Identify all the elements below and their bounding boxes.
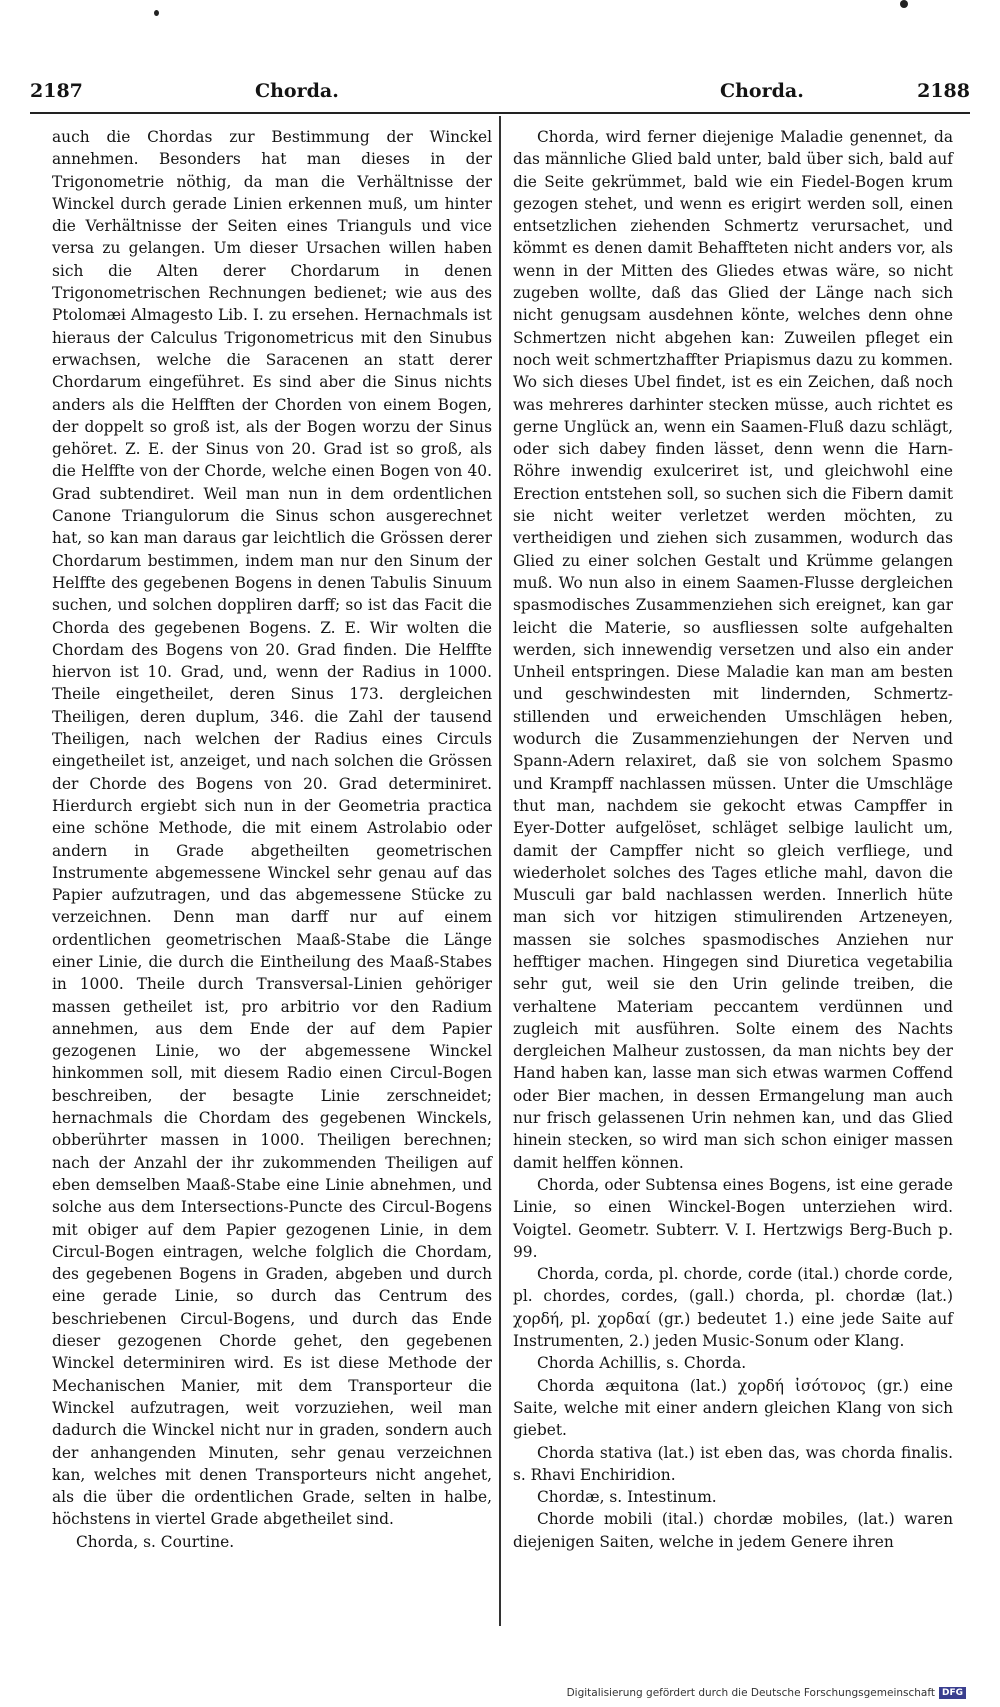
column-divider [499, 116, 501, 1626]
paragraph: Chorda, wird ferner diejenige Maladie genennet, da das männliche Glied bald unter, bald über sich, bald auf die Seite gekrümmet, bald wie ein Fiedel-Bogen krum gezogen stehet, und wenn es erigirt werden soll, einen entsetzlichen ziehenden Schmertz verursachet, und kömmt es denen damit Behaffteten nicht anders vor, als wenn in der Mitten des Gliedes etwas wäre, so nicht zugeben wollte, daß das Glied der Länge nach sich nicht genugsam ausdehnen könte, welches denn ohne Schmertzen nicht abgehen kan: Zuweilen pfleget ein noch weit schmertzhaffter Priapismus dazu zu kommen. Wo sich dieses Ubel findet, ist es ein Zeichen, daß noch was mehreres darhinter stecken müsse, auch richtet es gerne Unglück an, wenn ein Saamen-Fluß dazu schlägt, oder sich dabey finden lässet, denn wenn die Harn-Röhre inwendig exulceriret ist, und gleichwohl eine Erection entstehen soll, so suchen sich die Fibern damit sie nicht weiter verletzet werden möchten, zu vertheidigen und ziehen sich zusammen, wodurch das Glied zu einer solchen Gestalt und Krümme gelangen muß. Wo nun also in einem Saamen-Flusse dergleichen spasmodisches Zusammenziehen sich ereignet, kan gar leicht die Materie, so ausfliessen solte aufgehalten werden, sich innewendig versetzen und also ein ander Unheil entspringen. Diese Maladie kan man am besten und geschwindesten mit lindernden, Schmertz-stillenden und erweichenden Umschlägen heben, wodurch die Zusammenziehungen der Nerven und Spann-Adern relaxiret, daß sie von solchem Spasmo und Krampff nachlassen müssen. Unter die Umschläge thut man, nachdem sie gekocht etwas Campffer in Eyer-Dotter aufgelöset, schläget selbige laulicht um, damit der Campffer nicht so gleich verfliege, und wiederholet solches des Tages etliche mahl, davon die Musculi gar bald nachlassen werden. Innerlich hüte man sich vor hitzigen stimulirenden Artzeneyen, massen sie solches spasmodisches Anziehen nur hefftiger machen. Hingegen sind Diuretica vegetabilia sehr gut, weil sie den Urin gelinde treiben, die verhaltene Materiam peccantem verdünnen und zugleich mit ausführen. Solte einem des Nachts dergleichen Malheur zustossen, da man nichts bey der Hand haben kan, lasse man sich etwas warmen Coffend oder Bier machen, in dessen Ermangelung man auch nur frisch gelassenen Urin nehmen kan, und das Glied hinein stecken, so wird man sich schon einiger massen damit helffen können. [513, 128, 953, 1172]
digitization-footer [567, 1687, 966, 1699]
left-column [52, 126, 492, 1553]
page-header [30, 80, 970, 112]
paragraph: Chorde mobili (ital.) chordæ mobiles, (lat.) waren diejenigen Saiten, welche in jedem Genere ihren [513, 1510, 953, 1551]
header-rule [30, 112, 970, 114]
right-column [513, 126, 953, 1553]
footer-text: Digitalisierung gefördert durch die Deutsche Forschungsgemeinschaft [566, 1687, 935, 1699]
ink-speck [154, 10, 159, 16]
paragraph: Chorda æquitona (lat.) χορδή ἰσότονος (gr.) eine Saite, welche mit einer andern gleichen Klang von sich giebet. [513, 1376, 953, 1440]
running-title-left: Chorda. [255, 80, 339, 102]
dfg-logo-icon: DFG [939, 1687, 966, 1699]
page-number-left: 2187 [30, 80, 83, 102]
ink-speck [900, 0, 908, 8]
paragraph: Chorda stativa (lat.) ist eben das, was chorda finalis. s. Rhavi Enchiridion. [513, 1443, 953, 1484]
paragraph: Chordæ, s. Intestinum. [537, 1488, 717, 1507]
paragraph: auch die Chordas zur Bestimmung der Winckel annehmen. Besonders hat man dieses in der Trigonometrie nöthig, da man die Verhältnisse der Winckel durch gerade Linien erkennen muß, um hinter die Verhältnisse der Seiten eines Trianguls und vice versa zu gelangen. Um dieser Ursachen willen haben sich die Alten derer Chordarum in denen Trigonometrischen Rechnungen bedienet; wie aus des Ptolomæi Almagesto Lib. I. zu ersehen. Hernachmals ist hieraus der Calculus Trigonometricus mit den Sinubus erwachsen, welche die Saracenen an statt derer Chordarum eingeführet. Es sind aber die Sinus nichts anders als die Helfften der Chorden von einem Bogen, der doppelt so groß ist, als der Bogen worzu der Sinus gehöret. Z. E. der Sinus von 20. Grad ist so groß, als die Helffte von der Chorde, welche einen Bogen von 40. Grad subtendiret. Weil man nun in dem ordentlichen Canone Triangulorum die Sinus schon ausgerechnet hat, so kan man daraus gar leichtlich die Grössen derer Chordarum bestimmen, indem man nur den Sinum der Helffte des gegebenen Bogens in denen Tabulis Sinuum suchen, und solchen doppliren darff; so ist das Facit die Chorda des gegebenen Bogens. Z. E. Wir wolten die Chordam des Bogens von 20. Grad finden. Die Helffte hiervon ist 10. Grad, und, wenn der Radius in 1000. Theile eingetheilet, deren Sinus 173. dergleichen Theiligen, deren duplum, 346. die Zahl der tausend Theiligen, nach welchen der Radius eines Circuls eingetheilet ist, anzeiget, und nach solchen die Grössen der Chorde des Bogens von 20. Grad determiniret. Hierdurch ergiebt sich nun in der Geometria practica eine schöne Methode, die mit einem Astrolabio oder andern in Grade abgetheilten geometrischen Instrumente abgemessene Winckel sehr genau auf das Papier aufzutragen, und das abgemessene Stücke zu verzeichnen. Denn man darff nur auf einem ordentlichen geometrischen Maaß-Stabe die Länge einer Linie, die durch die Eintheilung des Maaß-Stabes in 1000. Theile durch Transversal-Linien gehöriger massen getheilet ist, pro arbitrio vor den Radium annehmen, aus dem Ende der auf dem Papier gezogenen Linie, wo der abgemessene Winckel hinkommen soll, mit diesem Radio einen Circul-Bogen beschreiben, der besagte Linie zerschneidet; hernachmals die Chordam des gegebenen Winckels, obberührter massen in 1000. Theiligen berechnen; nach der Anzahl der ihr zukommenden Theiligen auf eben demselben Maaß-Stabe eine Linie abnehmen, und solche aus dem Intersections-Puncte des Circul-Bogens mit obiger auf dem Papier gezogenen Linie, in dem Circul-Bogen eintragen, welche folglich die Chordam, des gegebenen Bogens in Graden, abgeben und durch eine gerade Linie, so durch das Centrum des beschriebenen Circul-Bogens, und durch das Ende dieser gezogenen Chorde gehet, den gegebenen Winckel determiniren wird. Es ist diese Methode der Mechanischen Manier, mit dem Transporteur die Winckel aufzutragen, weit vorzuziehen, weil man dadurch die Winckel nicht nur in graden, sondern auch der anhangenden Minuten, sehr genau verzeichnen kan, welches mit denen Transporteurs nicht angehet, als die über die ordentlichen Grade, selten in halbe, höchstens in viertel Grade abgetheilet sind. [52, 128, 492, 1529]
page-number-right: 2188 [917, 80, 970, 102]
paragraph: Chorda Achillis, s. Chorda. [537, 1354, 747, 1373]
paragraph: Chorda, s. Courtine. [76, 1532, 235, 1551]
paragraph: Chorda, corda, pl. chorde, corde (ital.) chorde corde, pl. chordes, cordes, (gall.) chorda, pl. chordæ (lat.) χορδή, pl. χορδαί (gr.) bedeutet 1.) eine jede Saite auf Instrumenten, 2.) jeden Music-Sonum oder Klang. [513, 1265, 953, 1351]
paragraph: Chorda, oder Subtensa eines Bogens, ist eine gerade Linie, so einen Winckel-Bogen unterziehen wird. Voigtel. Geometr. Subterr. V. I. Hertzwigs Berg-Buch p. 99. [513, 1175, 953, 1261]
running-title-right: Chorda. [720, 80, 804, 102]
